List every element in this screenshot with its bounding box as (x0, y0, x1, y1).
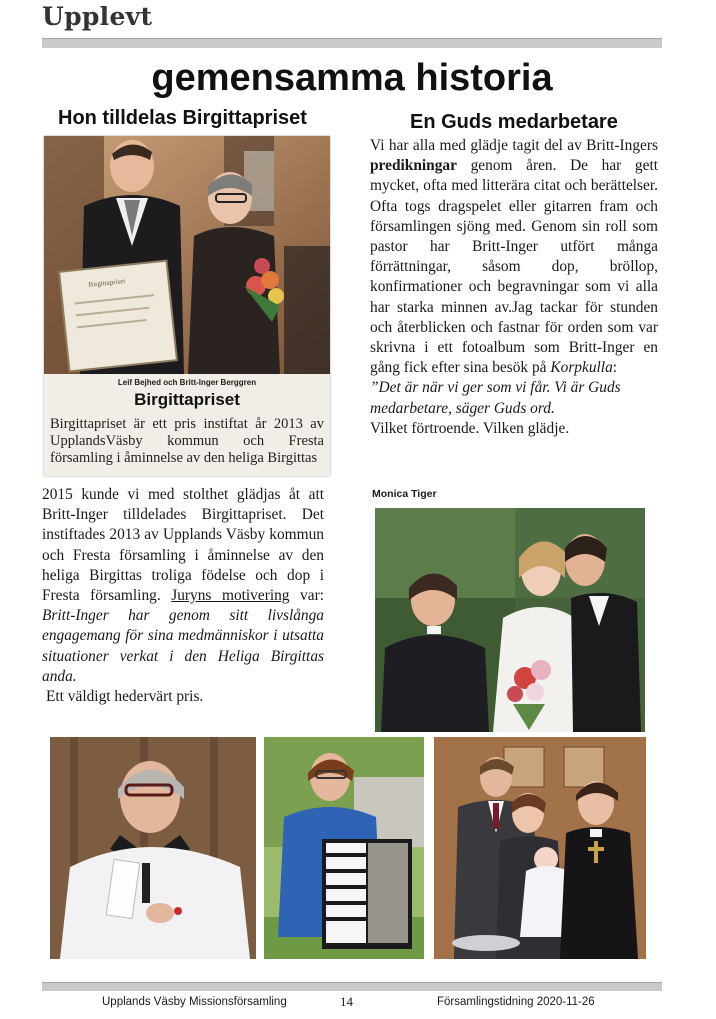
motivation-label: Juryns motivering (171, 587, 290, 605)
right-article-heading: En Guds medarbetare (410, 111, 618, 133)
page-number: 14 (340, 994, 353, 1009)
colon: : (612, 359, 618, 377)
top-rule (42, 38, 662, 48)
newspaper-clipping (44, 136, 330, 476)
footer-organization: Upplands Väsby Missionsförsamling (102, 996, 287, 1008)
speaking-photo (50, 737, 256, 959)
clipping-title: Birgittapriset (134, 390, 240, 409)
bold-word: predikningar (370, 157, 457, 175)
byline: Monica Tiger (372, 488, 437, 500)
right-article-body (370, 136, 658, 439)
bottom-rule (42, 982, 662, 991)
accordion-photo (264, 737, 424, 959)
wedding-photo (375, 508, 645, 732)
place-name: Korpkulla (550, 359, 613, 377)
right-article-quote: ”Det är när vi ger som vi får. Vi är Guds medarbetare, säger Guds ord. (370, 379, 621, 417)
baptism-photo (434, 737, 646, 959)
diploma-text: Birgittapriset (88, 277, 126, 289)
headline: gemensamma historia (151, 57, 553, 99)
motivation-suffix: var: (289, 587, 324, 605)
section-label: Upplevt (42, 2, 153, 31)
left-article-closing: Ett väldigt hedervärt pris. (46, 688, 204, 706)
clipping-body: Birgittapriset är ett pris instiftat år 2013 av UpplandsVäsby kommun och Fresta församling i åminnelse av den heliga Birgittas (50, 416, 324, 466)
right-article-text: Vi har alla med glädje tagit del av Britt-Ingers (370, 137, 658, 154)
clipping-caption: Leif Bejhed och Britt-Inger Berggren (117, 378, 257, 387)
right-article-closing: Vilket förtroende. Vilken glädje. (370, 419, 570, 437)
footer-publication-date: Församlingstidning 2020-11-26 (437, 996, 595, 1008)
right-article-text-continued: genom åren. De har gett mycket, ofta med litterära citat och berättelser. Ofta togs dragspelet eller gitarren fram och församlingen sjöng med. Genom sin roll som pastor har Britt-Inger utfört många förrättningar, såsom dop, bröllop, konfirmationer och begravningar som vi alla har starka minnen av.Jag tackar för stunden och återblicken och fastnar för orden som var skrivna i ett fotoalbum som Britt-Inger en gång fick efter sina besök på (370, 157, 658, 377)
award-photo (44, 136, 330, 374)
left-article-text: 2015 kunde vi med stolthet glädjas åt att Britt-Inger tilldelades Birgittapriset. Det instiftades 2013 av Upplands Väsby kommun och Fresta församling i åminnelse av den heliga Birgittas troliga födelse och dop i Fresta församling. (42, 486, 324, 605)
left-article-heading: Hon tilldelas Birgittapriset (58, 107, 307, 129)
motivation-quote: Britt-Inger har genom sitt livslånga engagemang för sina medmänniskor i utsatta situationer verkat i den Heliga Birgittas anda. (42, 607, 324, 685)
left-article-body (42, 485, 324, 707)
